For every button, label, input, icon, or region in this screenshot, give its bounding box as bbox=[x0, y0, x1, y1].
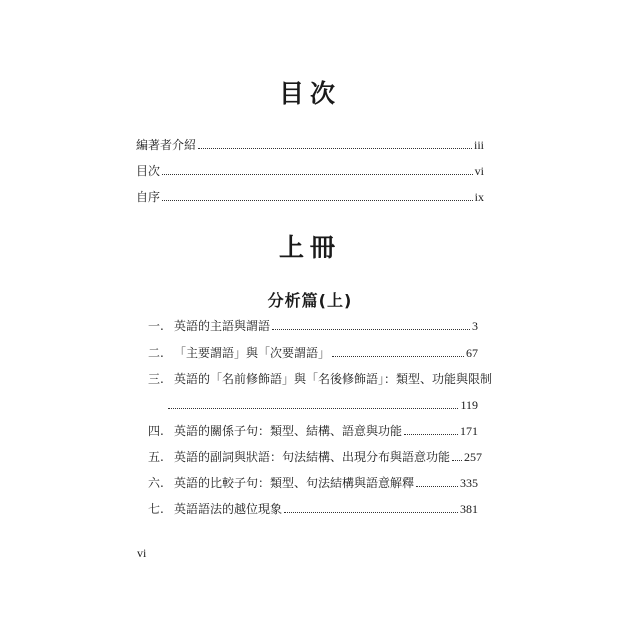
toc-entry-page: vi bbox=[474, 164, 484, 178]
chapter-title: 英語的比較子句：類型、句法結構與語意解釋 bbox=[174, 476, 415, 490]
chapter-page: 171 bbox=[460, 424, 478, 438]
toc-entry-label: 目次 bbox=[136, 164, 161, 178]
chapter-title: 英語的關係子句：類型、結構、語意與功能 bbox=[174, 424, 403, 438]
chapter-title: 英語語法的越位現象 bbox=[174, 502, 283, 516]
chapter-number: 四. bbox=[148, 424, 164, 438]
chapter-number: 一. bbox=[148, 319, 164, 333]
toc-chapter-7[interactable] bbox=[148, 502, 478, 516]
chapter-title: 英語的「名前修飾語」與「名後修飾語」：類型、功能與限制 bbox=[174, 372, 493, 386]
section-title: 分析篇(上) bbox=[267, 291, 353, 310]
toc-chapter-4[interactable] bbox=[148, 424, 478, 438]
chapter-page: 67 bbox=[466, 346, 478, 360]
chapter-number: 七. bbox=[148, 502, 164, 516]
leader-dots bbox=[162, 173, 473, 175]
chapter-title: 英語的副詞與狀語：句法結構、出現分布與語意功能 bbox=[174, 450, 451, 464]
toc-chapter-1[interactable] bbox=[148, 319, 478, 333]
toc-entry-label: 編著者介紹 bbox=[136, 138, 197, 152]
leader-dots bbox=[332, 355, 464, 357]
leader-dots bbox=[272, 328, 470, 330]
leader-dots bbox=[404, 433, 458, 435]
chapter-page: 257 bbox=[464, 450, 483, 464]
chapter-title: 英語的主語與謂語 bbox=[174, 319, 271, 333]
chapter-page: 3 bbox=[472, 319, 478, 333]
toc-chapter-6[interactable] bbox=[148, 476, 478, 490]
leader-dots bbox=[162, 199, 473, 201]
toc-entry-preface[interactable] bbox=[136, 190, 484, 204]
chapter-number: 五. bbox=[148, 450, 164, 464]
toc-entry-author-intro[interactable] bbox=[136, 138, 484, 152]
chapter-number: 二. bbox=[148, 346, 164, 360]
chapter-number: 六. bbox=[148, 476, 164, 490]
toc-chapter-5[interactable] bbox=[148, 450, 483, 464]
leader-dots bbox=[284, 511, 458, 513]
page-number: vi bbox=[137, 546, 147, 560]
toc-entry-page: ix bbox=[474, 190, 484, 204]
leader-dots bbox=[416, 485, 458, 487]
volume-title: 上冊 bbox=[278, 233, 341, 262]
toc-entry-page: iii bbox=[473, 138, 484, 152]
leader-dots bbox=[452, 459, 462, 461]
toc-entry-contents[interactable] bbox=[136, 164, 484, 178]
chapter-page: 381 bbox=[460, 502, 478, 516]
leader-dots bbox=[198, 147, 472, 149]
toc-chapter-2[interactable] bbox=[148, 346, 478, 360]
chapter-title: 「主要謂語」與「次要謂語」 bbox=[174, 346, 331, 360]
toc-entry-label: 自序 bbox=[136, 190, 161, 204]
toc-chapter-3-continuation[interactable] bbox=[166, 398, 478, 412]
toc-chapter-3[interactable] bbox=[148, 372, 493, 386]
chapter-page: 119 bbox=[460, 398, 478, 412]
toc-title: 目次 bbox=[278, 79, 341, 108]
chapter-number: 三. bbox=[148, 372, 164, 386]
chapter-page: 335 bbox=[460, 476, 478, 490]
leader-dots bbox=[168, 407, 458, 409]
